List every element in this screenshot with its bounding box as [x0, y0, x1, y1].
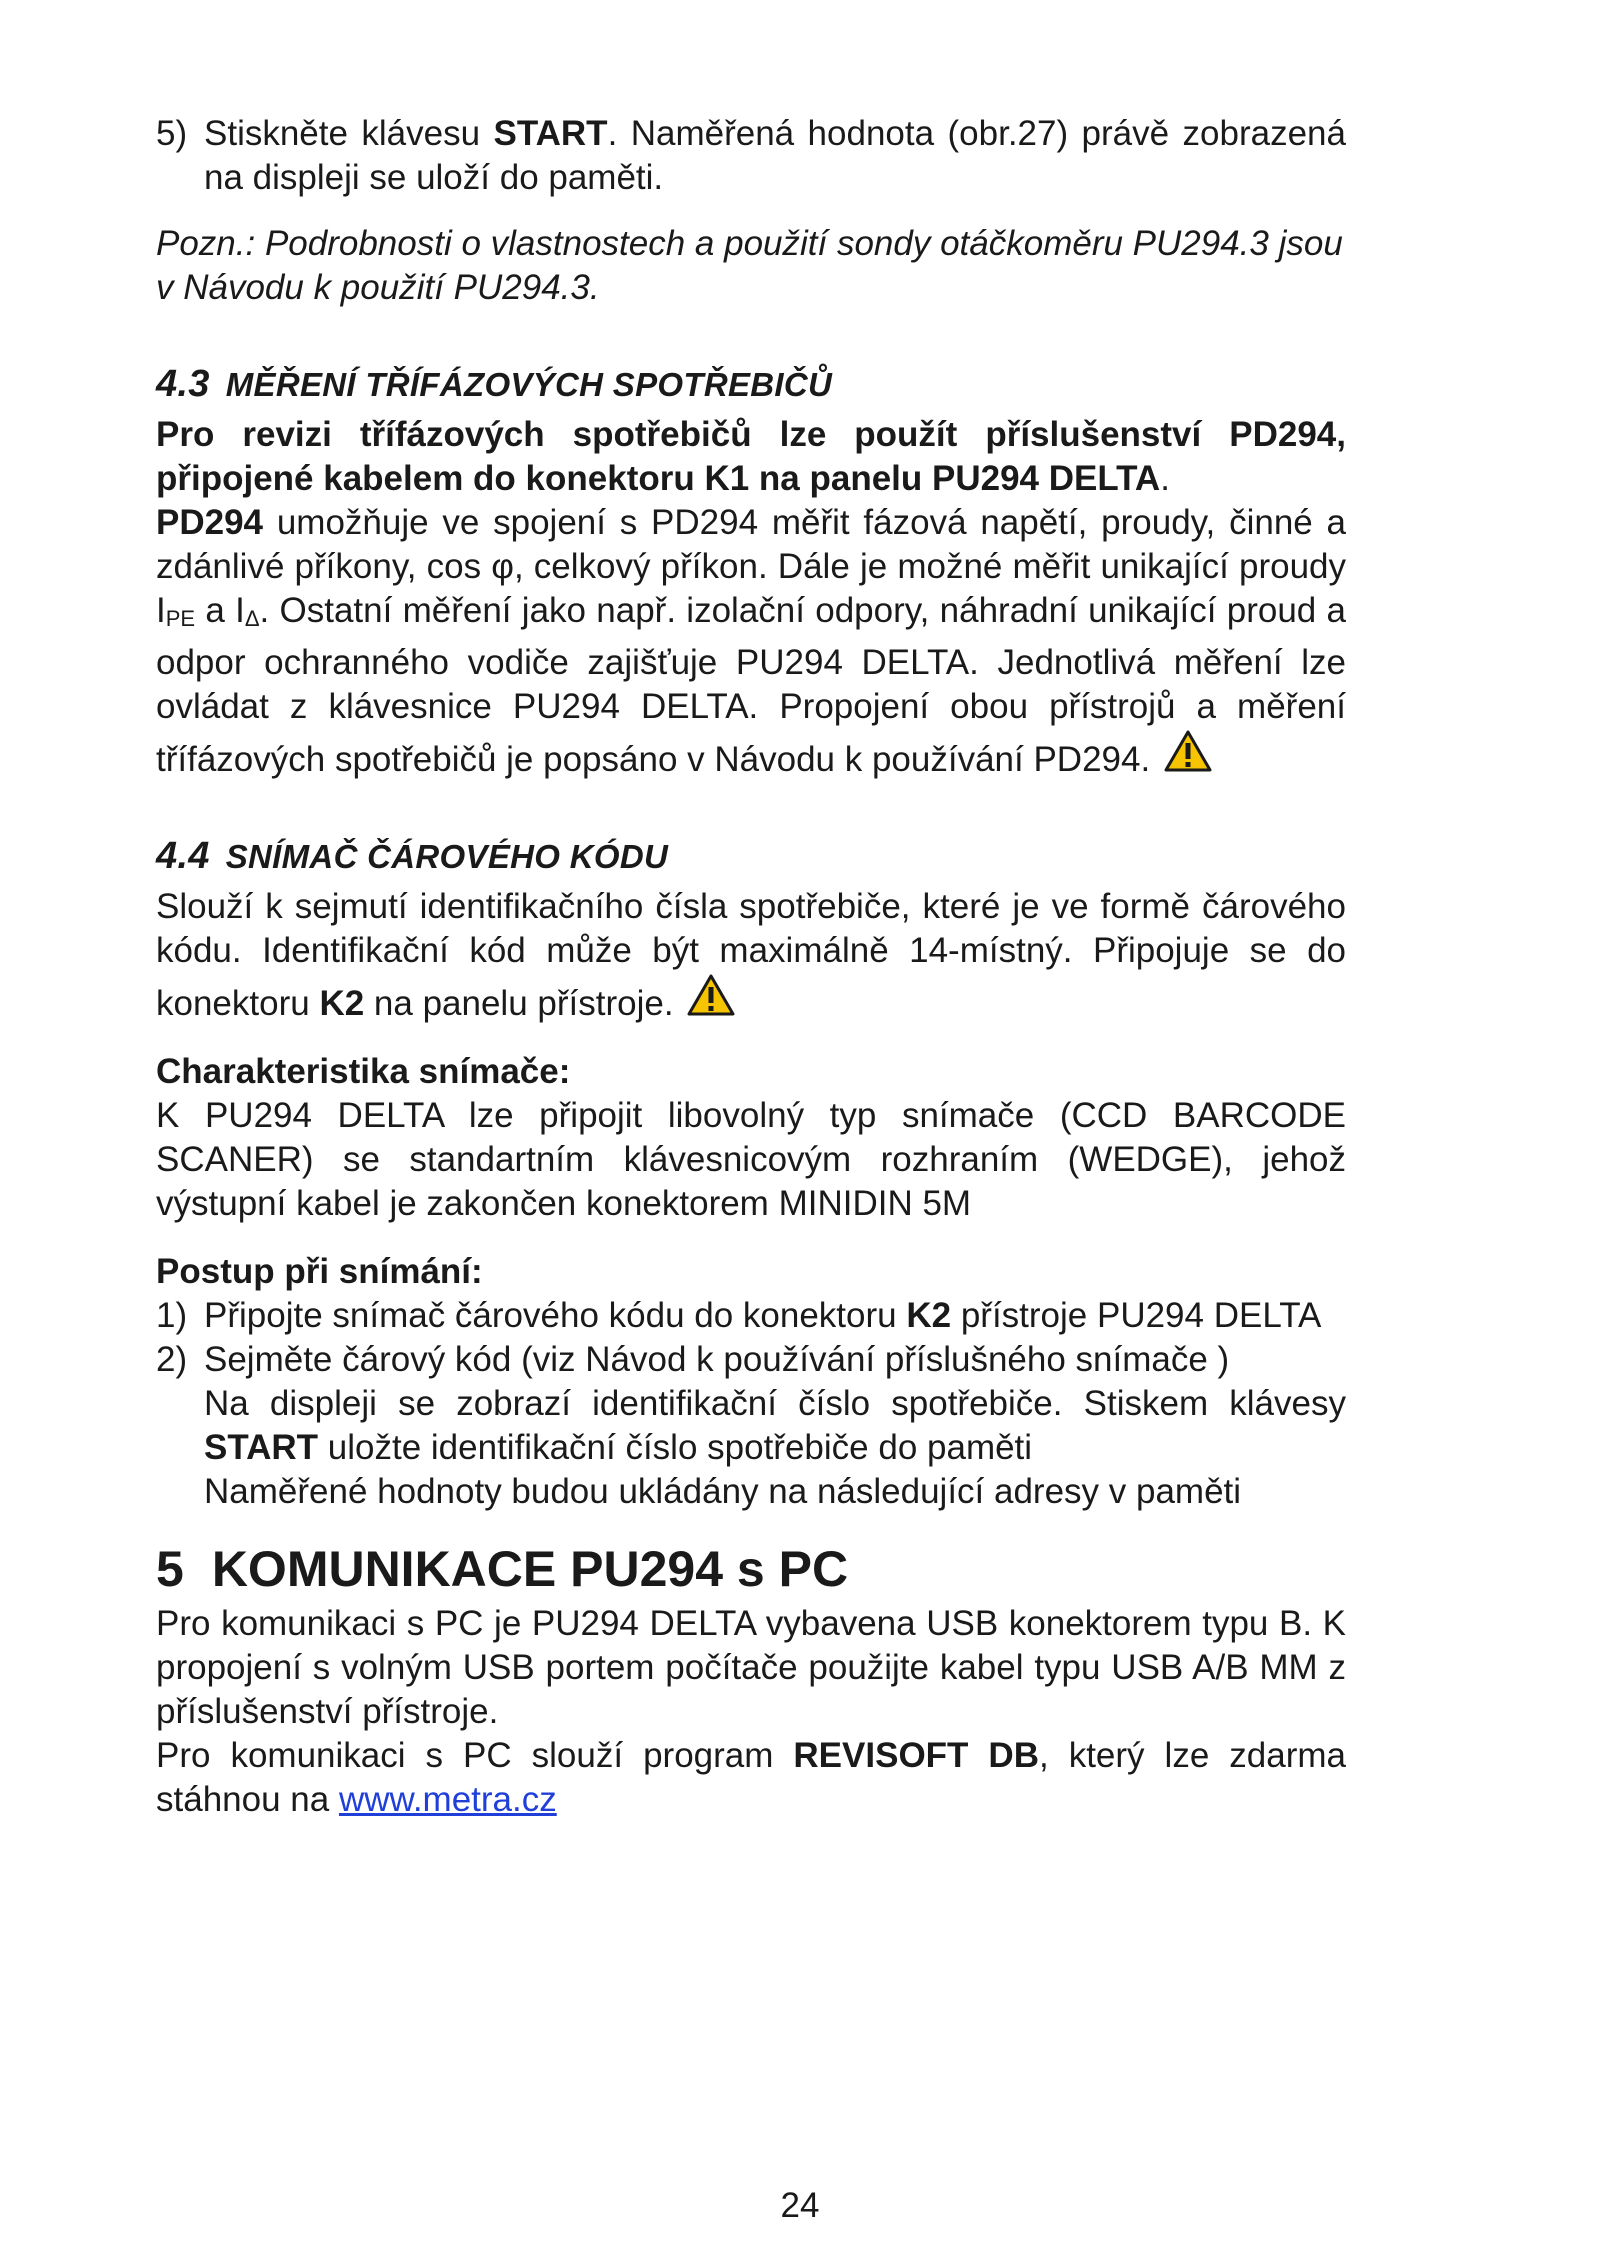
- section-number: 4.4: [156, 835, 210, 877]
- section-4-4-body: [156, 885, 1346, 1026]
- section-number: 5: [156, 1541, 184, 1597]
- step-line-2: [204, 1382, 1346, 1470]
- subscript-pe: PE: [165, 606, 196, 631]
- page-number: 24: [780, 2186, 820, 2225]
- step-text-end: přístroje PU294 DELTA: [951, 1296, 1322, 1335]
- section-5-heading: [156, 1540, 1346, 1598]
- section-number: 4.3: [156, 363, 210, 405]
- metra-website-link[interactable]: www.metra.cz: [338, 1780, 557, 1819]
- body-text: Pro komunikaci s PC slouží program: [156, 1736, 794, 1775]
- body-text-2: na panelu přístroje.: [364, 984, 684, 1023]
- section-5-paragraph-2: [156, 1734, 1346, 1822]
- procedure-heading: Postup při snímání:: [156, 1252, 483, 1291]
- step-text: Připojte snímač čárového kódu do konektoru: [204, 1296, 907, 1335]
- step-line-4: Naměřené hodnoty budou ukládány na následující adresy v paměti: [204, 1472, 1242, 1511]
- lead-text: Pro revizi třífázových spotřebičů lze použít příslušenství PD294, připojené kabelem do konektoru K1 na panelu PU294 DELTA: [156, 415, 1346, 498]
- k2-label: K2: [319, 984, 365, 1023]
- step-number: 2): [156, 1340, 188, 1379]
- warning-icon: [1164, 729, 1212, 773]
- body-text: umožňuje ve spojení s PD294 měřit fázová napětí, proudy, činné a zdánlivé příkony, cos: [156, 503, 1346, 586]
- body-text-2: , celkový příkon. Dále je možné měřit unikající proudy I: [156, 547, 1347, 630]
- characteristics-heading: Charakteristika snímače:: [156, 1052, 571, 1091]
- procedure-step-2: [156, 1338, 1346, 1514]
- procedure-step-1: [156, 1294, 1346, 1338]
- section-4-4-heading: [156, 834, 1346, 879]
- intro-step-5: [156, 112, 1346, 200]
- body-text-3: a I: [195, 591, 245, 630]
- step-number: 5): [156, 114, 188, 153]
- start-keyword: START: [204, 1428, 319, 1467]
- lead-end: .: [1160, 459, 1170, 498]
- body-text: Slouží k sejmutí identifikačního čísla spotřebiče, které je ve formě čárového kódu. Identifikační kód může být maximálně 14-místný. Připojuje se do konektoru: [156, 887, 1346, 1023]
- section-title: SNÍMAČ ČÁROVÉHO KÓDU: [225, 838, 669, 875]
- step-text-end: uložte identifikační číslo spotřebiče do paměti: [318, 1428, 1033, 1467]
- body-text-2: , který lze zdarma stáhnou na: [156, 1736, 1346, 1819]
- subscript-delta: Δ: [244, 606, 260, 631]
- step-line-1: Sejměte čárový kód (viz Návod k používání příslušného snímače ): [204, 1340, 1230, 1379]
- characteristics-text: K PU294 DELTA lze připojit libovolný typ snímače (CCD BARCODE SCANER) se standartním klávesnicovým rozhraním (WEDGE), jehož výstupní kabel je zakončen konektorem MINIDIN 5M: [156, 1096, 1346, 1223]
- step-text: Na displeji se zobrazí identifikační číslo spotřebiče. Stiskem klávesy: [204, 1384, 1346, 1423]
- body-text-4: . Ostatní měření jako např. izolační odpory, náhradní unikající proud a odpor ochranného vodiče zajišťuje PU294 DELTA. Jednotlivá měření lze ovládat z klávesnice PU294 DELTA. Propojení obou přístrojů a měření třífázových spotřebičů je popsáno v Návodu k používání PD294.: [156, 591, 1346, 779]
- step-number: 1): [156, 1296, 188, 1335]
- section-title: MĚŘENÍ TŘÍFÁZOVÝCH SPOTŘEBIČŮ: [225, 366, 833, 403]
- section-title: KOMUNIKACE PU294 s PC: [211, 1541, 849, 1597]
- phi-symbol: φ: [491, 547, 514, 586]
- pd294-label: PD294: [156, 503, 264, 542]
- section-4-3-body: [156, 413, 1346, 782]
- warning-icon: [687, 973, 735, 1017]
- section-5-paragraph-1: Pro komunikaci s PC je PU294 DELTA vybavena USB konektorem typu B. K propojení s volným USB portem počítače použijte kabel typu USB A/B MM z příslušenství přístroje.: [156, 1604, 1346, 1731]
- step-text: Stiskněte klávesu: [204, 114, 494, 153]
- start-keyword: START: [493, 114, 608, 153]
- page-content: [156, 112, 1346, 1822]
- software-name: REVISOFT DB: [793, 1736, 1039, 1775]
- k2-label: K2: [906, 1296, 952, 1335]
- section-4-3-heading: [156, 362, 1346, 407]
- note-paragraph: Pozn.: Podrobnosti o vlastnostech a použití sondy otáčkoměru PU294.3 jsou v Návodu k použití PU294.3.: [156, 224, 1343, 307]
- step-text-end: . Naměřená hodnota (obr.27) právě zobrazená na displeji se uloží do paměti.: [204, 114, 1346, 197]
